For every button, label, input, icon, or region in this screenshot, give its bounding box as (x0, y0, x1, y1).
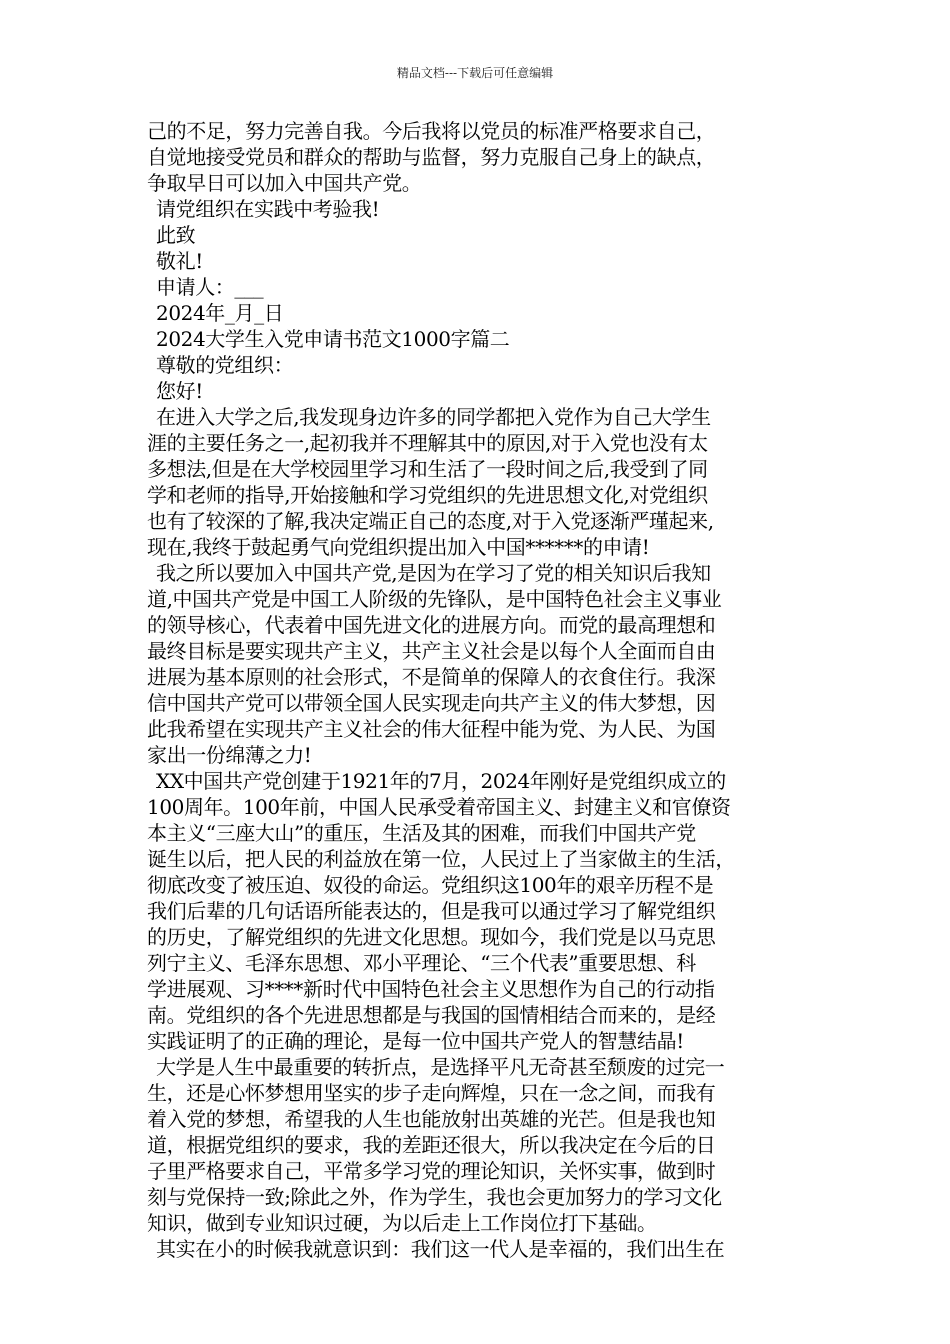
text-line: 最终目标是要实现共产主义，共产主义社会是以每个人全面而自由 (147, 639, 716, 663)
text-line: 多想法,但是在大学校园里学习和生活了一段时间之后,我受到了同 (147, 457, 708, 481)
text-line: 我之所以要加入中国共产党,是因为在学习了党的相关知识后我知 (156, 561, 711, 585)
text-line: 的领导核心，代表着中国先进文化的进展方向。而党的最高理想和 (147, 613, 716, 637)
text-line: 刻与党保持一致;除此之外，作为学生，我也会更加努力的学习文化 (147, 1185, 722, 1209)
text-line: 子里严格要求自己，平常多学习党的理论知识，关怀实事，做到时 (147, 1159, 716, 1183)
text-line: 南。党组织的各个先进思想都是与我国的国情相结合而来的，是经 (147, 1003, 716, 1027)
text-line: 尊敬的党组织： (156, 353, 294, 377)
text-line: 也有了较深的了解,我决定端正自己的态度,对于入党逐渐严瑾起来, (147, 509, 714, 533)
document-body (147, 118, 817, 1262)
text-line: 在进入大学之后,我发现身边许多的同学都把入党作为自己大学生 (156, 405, 711, 429)
text-line: 此我希望在实现共产主义社会的伟大征程中能为党、为人民、为国 (147, 717, 716, 741)
text-line: 列宁主义、毛泽东思想、邓小平理论、“三个代表”重要思想、科 (147, 951, 696, 975)
text-line: 生，还是心怀梦想用坚实的步子走向辉煌，只在一念之间，而我有 (147, 1081, 716, 1105)
text-line: 敬礼! (156, 249, 203, 273)
text-line: 的历史，了解党组织的先进文化思想。现如今，我们党是以马克思 (147, 925, 716, 949)
text-line: 道，根据党组织的要求，我的差距还很大，所以我决定在今后的日 (147, 1133, 716, 1157)
text-line: 实践证明了的正确的理论，是每一位中国共产党人的智慧结晶! (147, 1029, 684, 1053)
text-line: 自觉地接受党员和群众的帮助与监督，努力克服自己身上的缺点， (147, 145, 716, 169)
page-header: 精品文档---下载后可任意编辑 (396, 66, 554, 80)
text-line: 诞生以后，把人民的利益放在第一位，人民过上了当家做主的生活， (147, 847, 735, 871)
text-line: 学和老师的指导,开始接触和学习党组织的先进思想文化,对党组织 (147, 483, 708, 507)
text-line: 知识，做到专业知识过硬，为以后走上工作岗位打下基础。 (147, 1211, 657, 1235)
text-line: 2024年_月_日 (156, 301, 284, 325)
text-line: 涯的主要任务之一,起初我并不理解其中的原因,对于入党也没有太 (147, 431, 708, 455)
text-line: 现在,我终于鼓起勇气向党组织提出加入中国******的申请! (147, 535, 650, 559)
text-line: 申请人：___ (156, 275, 264, 299)
text-line: 彻底改变了被压迫、奴役的命运。党组织这100年的艰辛历程不是 (147, 873, 714, 897)
text-line: 我们后辈的几句话语所能表达的，但是我可以通过学习了解党组织 (147, 899, 716, 923)
text-line: 2024大学生入党申请书范文1000字篇二 (156, 327, 510, 351)
text-line: 此致 (156, 223, 196, 247)
text-line: 己的不足，努力完善自我。今后我将以党员的标准严格要求自己， (147, 119, 716, 143)
text-line: 着入党的梦想，希望我的人生也能放射出英雄的光芒。但是我也知 (147, 1107, 716, 1131)
text-line: 大学是人生中最重要的转折点，是选择平凡无奇甚至颓废的过完一 (156, 1055, 725, 1079)
text-line: 进展为基本原则的社会形式，不是简单的保障人的衣食住行。我深 (147, 665, 716, 689)
text-line: 其实在小的时候我就意识到：我们这一代人是幸福的，我们出生在 (156, 1237, 725, 1261)
text-line: 信中国共产党可以带领全国人民实现走向共产主义的伟大梦想，因 (147, 691, 716, 715)
text-line: 100周年。100年前，中国人民承受着帝国主义、封建主义和官僚资 (147, 795, 731, 819)
text-line: 您好! (156, 379, 203, 403)
text-line: 道,中国共产党是中国工人阶级的先锋队，是中国特色社会主义事业 (147, 587, 722, 611)
text-line: 家出一份绵薄之力! (147, 743, 312, 767)
text-line: XX中国共产党创建于1921年的7月，2024年刚好是党组织成立的 (156, 769, 726, 793)
text-line: 争取早日可以加入中国共产党。 (147, 171, 422, 195)
text-line: 请党组织在实践中考验我! (156, 197, 380, 221)
text-line: 本主义“三座大山”的重压，生活及其的困难，而我们中国共产党 (147, 821, 696, 845)
text-line: 学进展观、习****新时代中国特色社会主义思想作为自己的行动指 (147, 977, 715, 1001)
